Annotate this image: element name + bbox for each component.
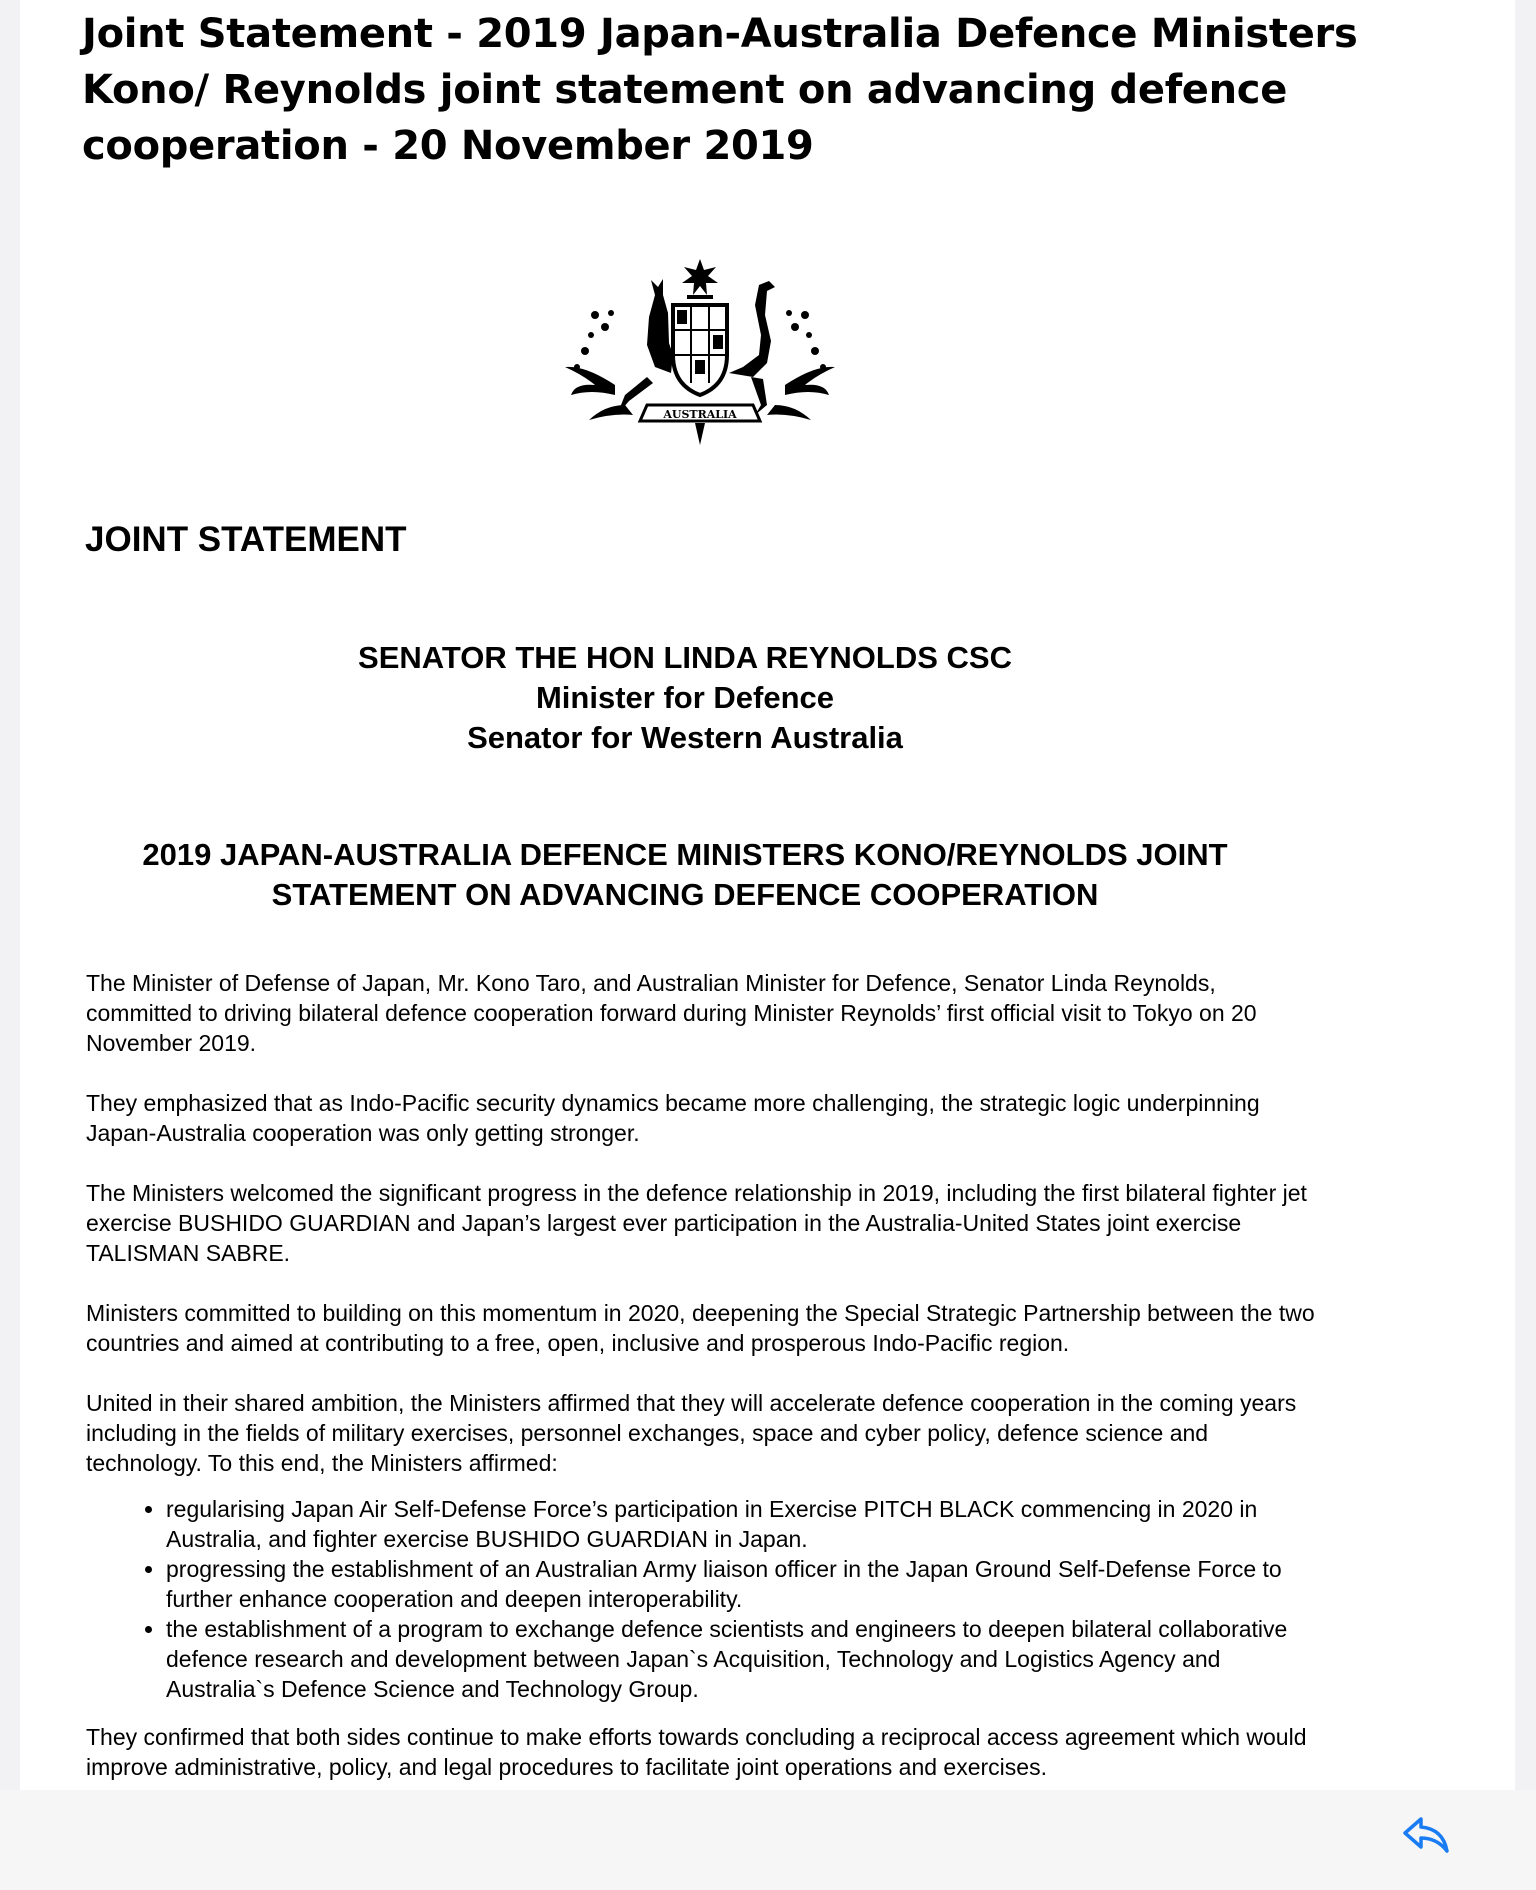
statement-headline [20, 835, 1350, 915]
coat-of-arms-image [555, 255, 845, 455]
minister-constituency: Senator for Western Australia [467, 720, 903, 755]
headline-line-2: STATEMENT ON ADVANCING DEFENCE COOPERATION [271, 877, 1099, 912]
paragraph: Ministers committed to building on this momentum in 2020, deepening the Special Strategic Partnership between the two countries and aimed at contributing to a free, open, inclusive and prosperous Indo-Pacific region. [86, 1300, 1315, 1356]
document-title: Joint Statement - 2019 Japan-Australia Defence Ministers Kono/ Reynolds joint statement on advancing defence cooperation - 20 November 2019 [82, 11, 1358, 169]
list-item: • the establishment of a program to exchange defence scientists and engineers to deepen bilateral collaborative defence research and development between Japan`s Acquisition, Technology and Logistics Agency and Australia`s Defence Science and Technology Group. [166, 1614, 1326, 1704]
paragraph: United in their shared ambition, the Ministers affirmed that they will accelerate defence cooperation in the coming years including in the fields of military exercises, personnel exchanges, space and cyber policy, defence science and technology. To this end, the Ministers affirmed: [86, 1390, 1297, 1476]
minister-name: SENATOR THE HON LINDA REYNOLDS CSC [358, 640, 1012, 675]
paragraph: They emphasized that as Indo-Pacific security dynamics became more challenging, the strategic logic underpinning Japan-Australia cooperation was only getting stronger. [86, 1090, 1260, 1146]
list-item: • regularising Japan Air Self-Defense Force’s participation in Exercise PITCH BLACK commencing in 2020 in Australia, and fighter exercise BUSHIDO GUARDIAN in Japan. [166, 1494, 1326, 1554]
headline-line-1: 2019 JAPAN-AUSTRALIA DEFENCE MINISTERS KONO/REYNOLDS JOINT [142, 837, 1228, 872]
paragraph: The Minister of Defense of Japan, Mr. Kono Taro, and Australian Minister for Defence, Senator Linda Reynolds, committed to driving bilateral defence cooperation forward during Minister Reynolds’ first official visit to Tokyo on 20 November 2019. [86, 970, 1257, 1056]
minister-block [20, 638, 1350, 758]
reply-arrow-icon [1401, 1813, 1451, 1857]
bottom-toolbar [0, 1790, 1536, 1890]
paragraph: The Ministers welcomed the significant progress in the defence relationship in 2019, including the first bilateral fighter jet exercise BUSHIDO GUARDIAN and Japan’s largest ever participation in the Australia-United States joint exercise TALISMAN SABRE. [86, 1180, 1307, 1266]
reply-button[interactable] [1398, 1810, 1454, 1860]
minister-role: Minister for Defence [535, 680, 834, 715]
document-page [20, 0, 1515, 1790]
statement-body [86, 968, 1326, 1790]
crest-scroll-text: AUSTRALIA [663, 408, 737, 421]
statement-label: JOINT STATEMENT [85, 520, 407, 559]
affirmations-list [86, 1494, 1326, 1704]
paragraph-closing: They confirmed that both sides continue to make efforts towards concluding a reciprocal access agreement which would improve administrative, policy, and legal procedures to facilitate joint operations and exercises. [86, 1724, 1307, 1780]
list-item: • progressing the establishment of an Australian Army liaison officer in the Japan Ground Self-Defense Force to further enhance cooperation and deepen interoperability. [166, 1554, 1326, 1614]
